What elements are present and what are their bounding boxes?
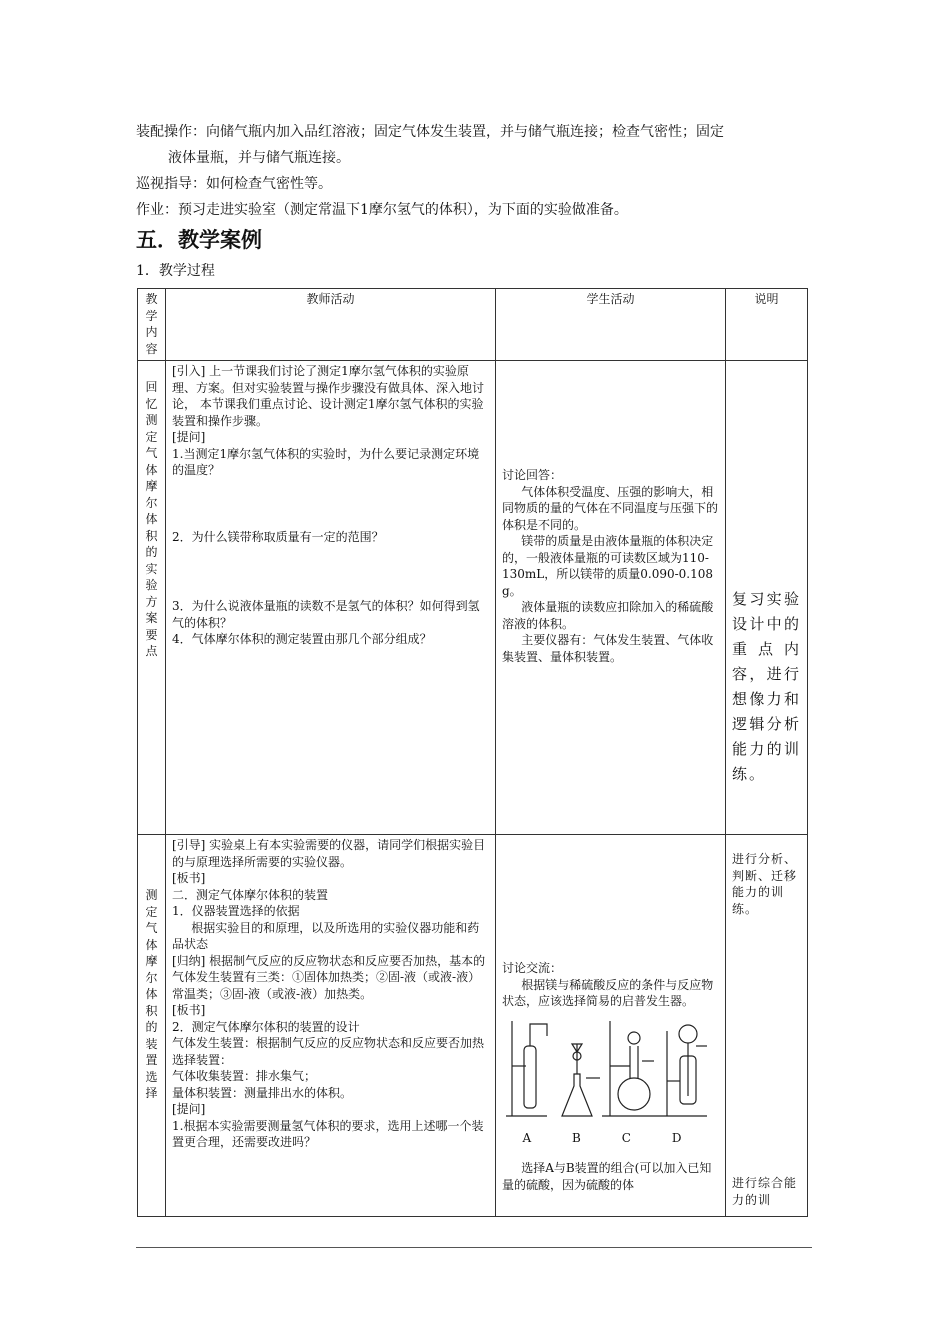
table-row-apparatus	[138, 835, 808, 1217]
row1-student-p4: 液体量瓶的读数应扣除加入的稀硫酸溶液的体积。	[502, 600, 714, 631]
apparatus-diagram	[502, 1016, 712, 1126]
apparatus-label-c: C	[621, 1130, 631, 1145]
apparatus-labels	[502, 1130, 702, 1147]
row1-teacher-p2: [提问]	[172, 430, 206, 444]
row2-teacher-p8: 2．测定气体摩尔体积的装置的设计	[172, 1019, 360, 1034]
table-header-row	[138, 289, 808, 361]
row2-student-p2: 根据镁与稀硫酸反应的条件与反应物状态，应该选择简易的启普发生器。	[502, 977, 714, 1008]
row1-teacher-p6: 4．气体摩尔体积的测定装置由那几个部分组成？	[172, 632, 432, 646]
row2-teacher-p4: 1．仪器装置选择的依据	[172, 904, 300, 918]
row2-teacher	[166, 835, 496, 1217]
apparatus-label-a: A	[522, 1130, 532, 1145]
apparatus-d-illustration	[662, 1025, 707, 1116]
row1-teacher	[166, 361, 496, 835]
row2-teacher-p12: [提问]	[172, 1102, 206, 1116]
row1-student	[496, 361, 726, 835]
teaching-process-table	[137, 288, 808, 1217]
intro-line-3: 作业：预习走进实验室（测定常温下1摩尔氢气的体积），为下面的实验做准备。	[136, 202, 628, 218]
row2-teacher-p3: 二．测定气体摩尔体积的装置	[172, 887, 329, 902]
intro-line-2: 巡视指导：如何检查气密性等。	[136, 176, 332, 192]
row2-teacher-p10: 气体收集装置：排水集气；	[172, 1069, 317, 1083]
row1-student-p5: 主要仪器有：气体发生装置、气体收集装置、量体积装置。	[502, 633, 714, 664]
row1-content: 回忆测定气体摩尔体积的实验方案要点	[138, 361, 166, 835]
row2-student-p1: 讨论交流：	[502, 961, 563, 975]
apparatus-label-d: D	[671, 1130, 682, 1145]
row1-note: 复习实验设计中的重点内容，进行想像力和逻辑分析能力的训练。	[726, 361, 808, 835]
row2-note	[726, 835, 808, 1217]
row2-teacher-p6: [归纳] 根据制气反应的反应物状态和反应要否加热，基本的气体发生装置有三类：①固体加热类；②固-液（或液-液）常温类；③固-液（或液-液）加热类。	[172, 953, 486, 1001]
header-content: 教学内容	[138, 289, 166, 361]
row2-teacher-p9: 气体发生装置：根据制气反应的反应物状态和反应要否加热选择装置：	[172, 1036, 485, 1067]
apparatus-c-illustration	[602, 1021, 662, 1116]
table-row-review	[138, 361, 808, 835]
header-student: 学生活动	[496, 289, 726, 361]
row2-teacher-p7: [板书]	[172, 1003, 206, 1017]
row2-teacher-p11: 量体积装置：测量排出水的体积。	[172, 1085, 353, 1100]
row1-student-p3: 镁带的质量是由液体量瓶的体积决定的，一般液体量瓶的可读数区域为110-130mL，所以镁带的质量0.090-0.108 g。	[502, 534, 714, 598]
row1-student-p2: 气体体积受温度、压强的影响大，相同物质的量的气体在不同温度与压强下的体积是不同的。	[502, 484, 719, 532]
intro-line-1b: 液体量瓶，并与储气瓶连接。	[168, 150, 350, 166]
row1-teacher-p5: 3．为什么说液体量瓶的读数不是氢气的体积？如何得到氢气的体积？	[172, 599, 480, 630]
row2-teacher-p2: [板书]	[172, 871, 206, 885]
apparatus-b-illustration	[562, 1044, 600, 1116]
section-title: 五．教学案例	[136, 228, 262, 252]
apparatus-label-b: B	[572, 1130, 581, 1145]
apparatus-a-illustration	[506, 1021, 547, 1116]
footer-rule	[136, 1247, 812, 1248]
row1-teacher-p3: 1.当测定1摩尔氢气体积的实验时，为什么要记录测定环境的温度？	[172, 446, 480, 477]
row1-teacher-p1: [引入] 上一节课我们讨论了测定1摩尔氢气体积的实验原理、方案。但对实验装置与操作步骤没有做具体、深入地讨论， 本节课我们重点讨论、设计测定1摩尔氢气体积的实验装置和操作步骤。	[172, 364, 485, 428]
row2-teacher-p13: 1.根据本实验需要测量氢气体积的要求，选用上述哪一个装置更合理，还需要改进吗？	[172, 1118, 484, 1149]
row2-note-top: 进行分析、判断、迁移能力的训练。	[732, 852, 798, 916]
row2-content: 测定气体摩尔体积的装置选择	[138, 835, 166, 1217]
row1-teacher-p4: 2．为什么镁带称取质量有一定的范围？	[172, 529, 384, 544]
subsection-title: 1．教学过程	[136, 263, 215, 279]
row2-student	[496, 835, 726, 1217]
row2-teacher-p5: 根据实验目的和原理，以及所选用的实验仪器功能和药品状态	[172, 920, 480, 951]
row1-student-p1: 讨论回答：	[502, 468, 563, 482]
header-note: 说明	[726, 289, 808, 361]
row2-student-p3: 选择A与B装置的组合(可以加入已知量的硫酸，因为硫酸的体	[502, 1161, 712, 1192]
intro-line-1: 装配操作：向储气瓶内加入品红溶液；固定气体发生装置，并与储气瓶连接；检查气密性；固定	[136, 124, 724, 140]
header-teacher: 教师活动	[166, 289, 496, 361]
row2-note-bottom: 进行综合能力的训	[732, 1176, 798, 1207]
row2-teacher-p1: [引导] 实验桌上有本实验需要的仪器，请同学们根据实验目的与原理选择所需要的实验仪器。	[172, 838, 486, 869]
